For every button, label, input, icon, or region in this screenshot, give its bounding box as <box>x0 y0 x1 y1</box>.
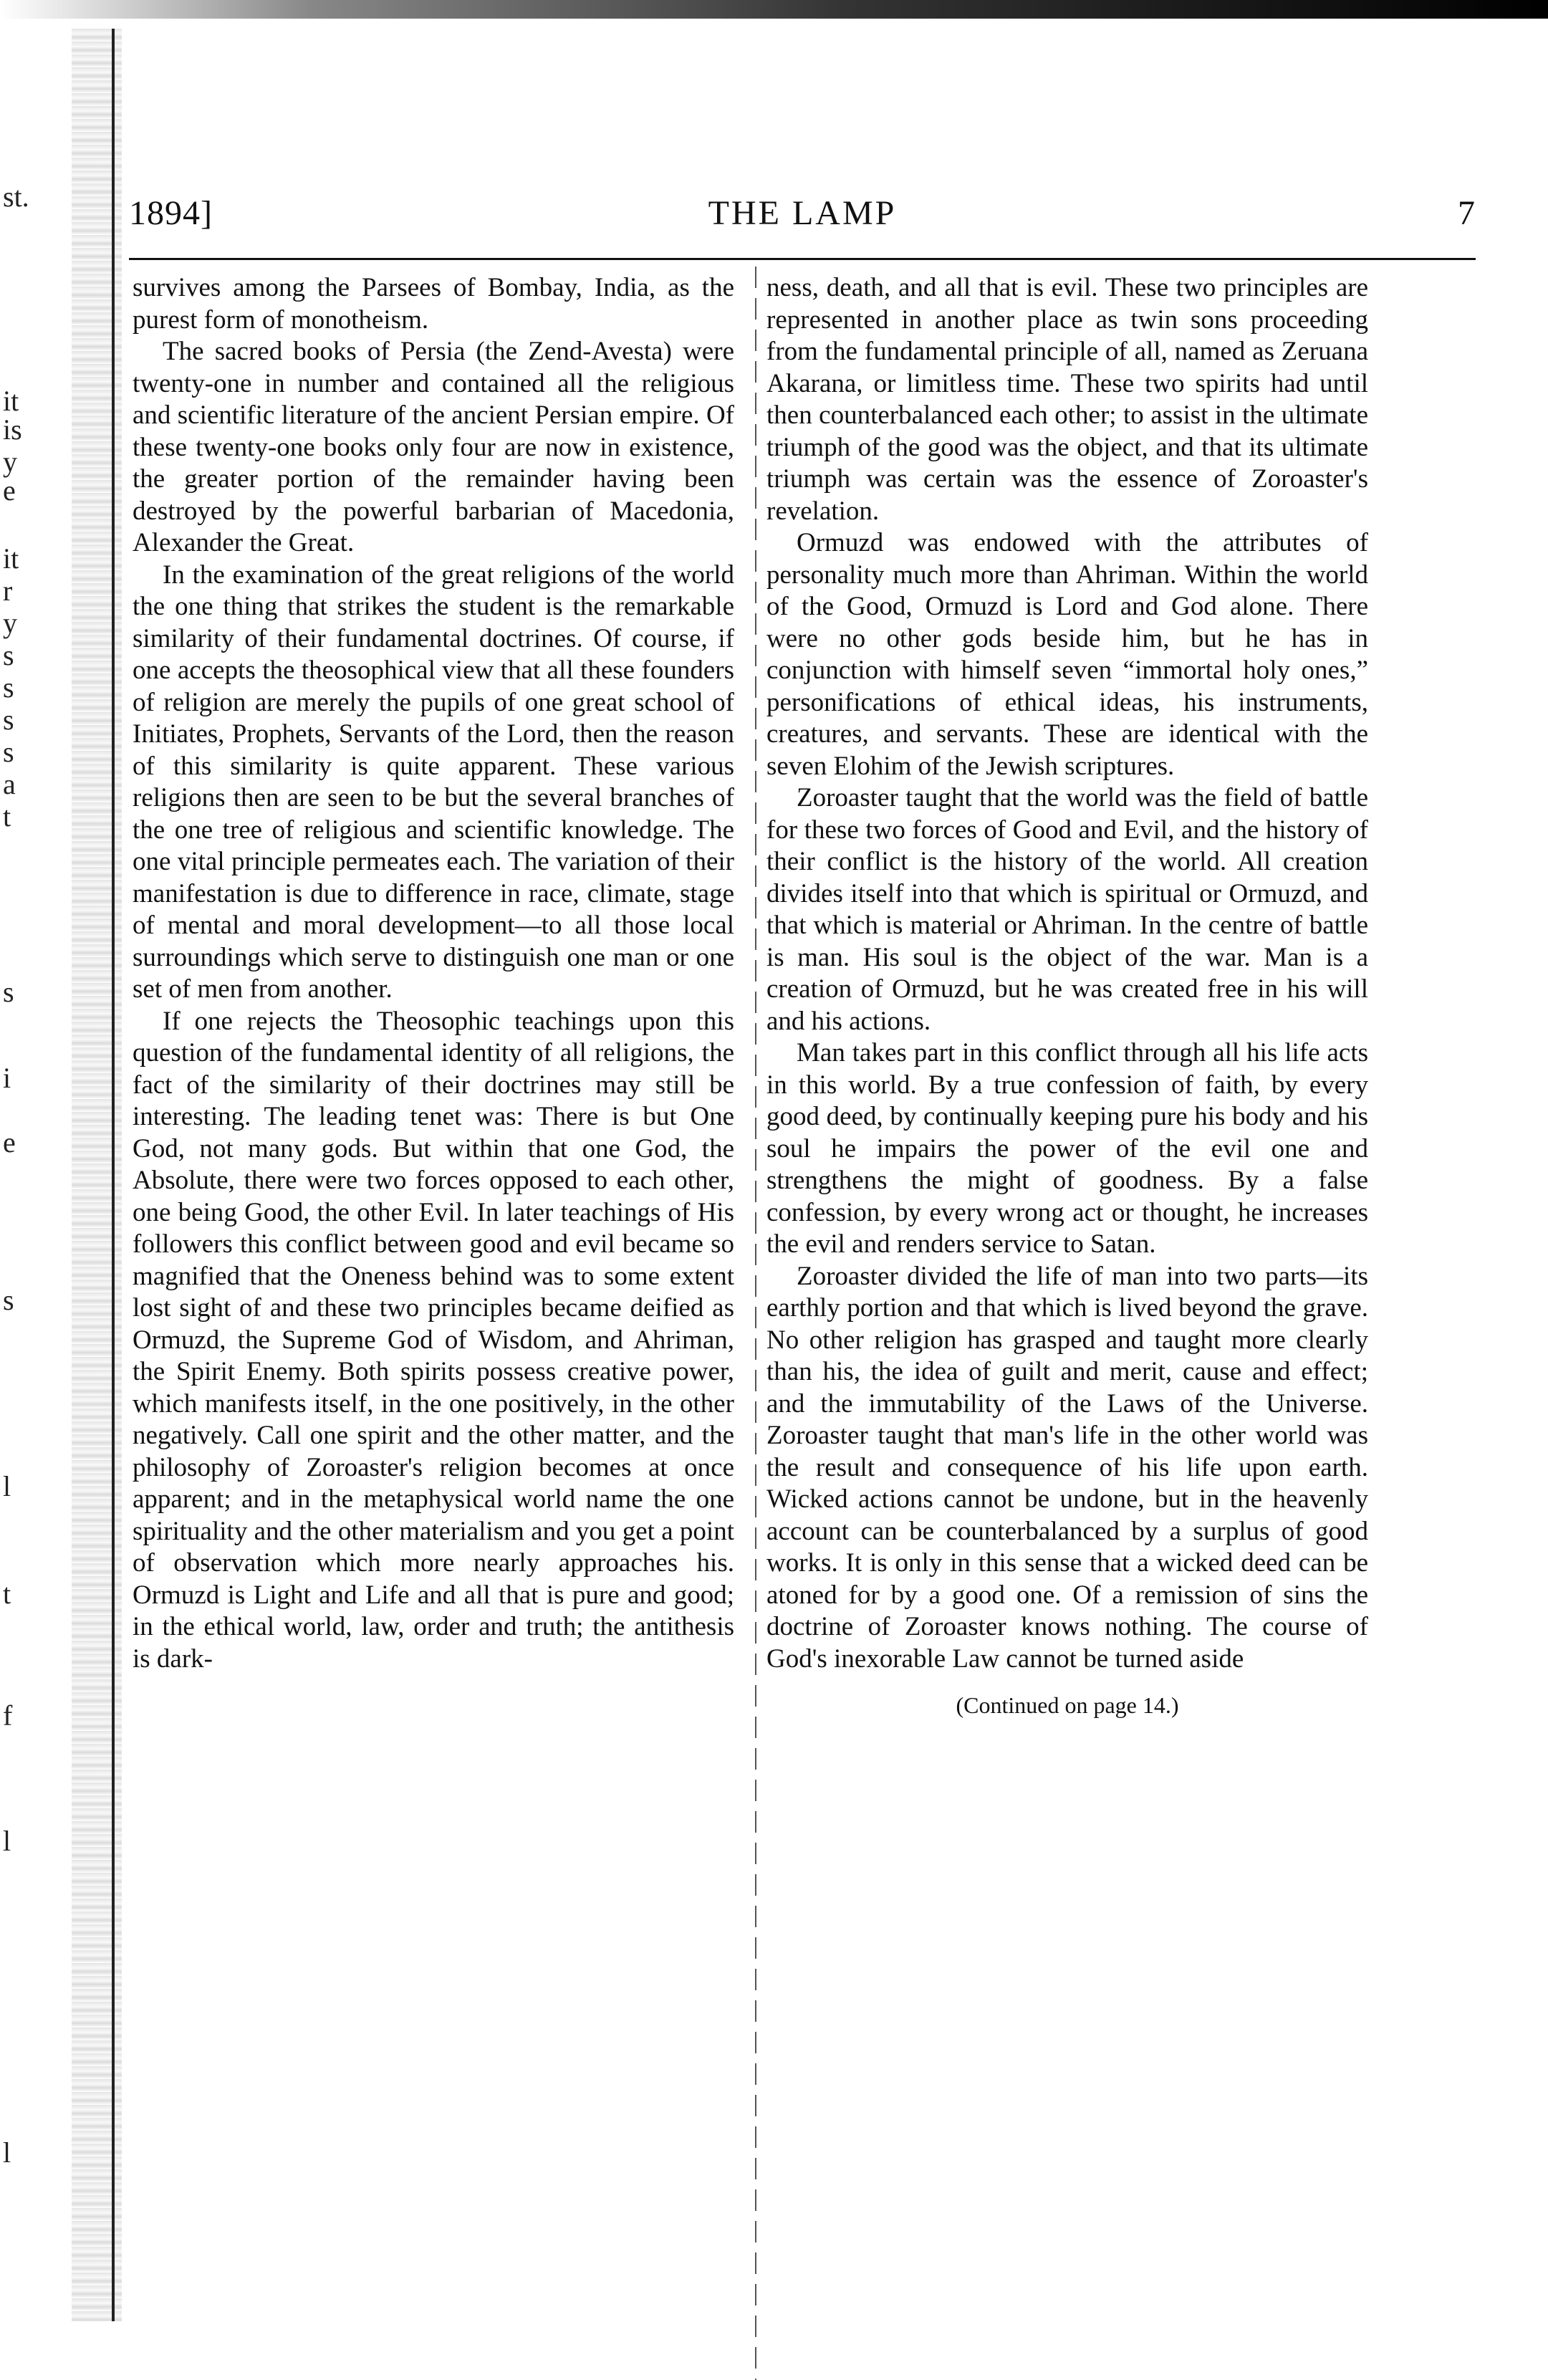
margin-fragment: t <box>3 1578 11 1610</box>
margin-fragment: f <box>3 1699 13 1732</box>
paragraph: The sacred books of Persia (the Zend-Avesta) were twenty-one in number and contained all the religious and scientific literature of the ancient Persian empire. Of these twenty-one books only four are now in existence, the greater portion of the remainder having been destroyed by the powerful barbarian of Macedonia, Alexander the Great. <box>133 337 734 557</box>
header-year: 1894] <box>129 194 213 232</box>
header-rule <box>129 258 1476 260</box>
margin-fragment: is <box>3 413 22 446</box>
left-column <box>133 272 734 1675</box>
paragraph: Man takes part in this conflict through all his life acts in this world. By a true confession of faith, by every good deed, by continually keeping pure his body and his soul he impairs the power of the evil one and strengthens the might of goodness. By a false confession, by every wrong act or thought, he increases the evil and renders service to Satan. <box>766 1038 1368 1259</box>
margin-fragment: s <box>3 1284 14 1316</box>
margin-fragment: s <box>3 976 14 1008</box>
margin-fragment: st. <box>3 181 29 213</box>
margin-fragment: e <box>3 474 16 507</box>
page-number: 7 <box>1458 194 1476 232</box>
paragraph: ness, death, and all that is evil. These two principles are represented in another place as twin sons proceeding from the fundamental principle of all, named as Zeruana Akarana, or limitless time. These two spirits had until then counterbalanced each other; to assist in the ultimate triumph of the good was the object, and that its ultimate triumph was certain was the essence of Zoroaster's revelation. <box>766 273 1368 526</box>
column-divider <box>755 267 756 2380</box>
left-margin-fragments <box>0 183 68 2296</box>
paragraph: In the examination of the great religions of the world the one thing that strikes the student is the remarkable similarity of their fundamental doctrines. Of course, if one accepts the theosophical view that all these founders of religion are merely the pupils of one great school of Initiates, Prophets, Servants of the Lord, then the reason of this similarity is quite apparent. These various religions then are seen to be but the several branches of the one tree of religious and scientific knowledge. The one vital principle permeates each. The variation of their manifestation is due to difference in race, climate, stage of mental and moral development—to all those local surroundings which serve to distinguish one man or one set of men from another. <box>133 560 734 1004</box>
margin-fragment: s <box>3 736 14 768</box>
margin-fragment: a <box>3 768 16 800</box>
margin-fragment: l <box>3 1470 11 1502</box>
top-scan-edge <box>0 0 1548 19</box>
margin-fragment: r <box>3 575 13 607</box>
margin-fragment: s <box>3 704 14 736</box>
publication-title: THE LAMP <box>708 194 897 232</box>
paragraph: If one rejects the Theosophic teachings upon this question of the fundamental identity of all religions, the fact of the similarity of their doctrines may still be interesting. The leading tenet was: There is but One God, not many gods. But within that one God, the Absolute, there were two forces opposed to each other, one being Good, the other Evil. In later teachings of His followers this conflict between good and evil became so magnified that the Oneness behind was to some extent lost sight of and these two principles became deified as Ormuzd, the Supreme God of Wisdom, and Ahriman, the Spirit Enemy. Both spirits possess creative power, which manifests itself, in the one positively, in the other negatively. Call one spirit and the other matter, and the philosophy of Zoroaster's religion becomes at once apparent; and in the metaphysical world name the one spirituality and the other materialism and you get a point of observation which more nearly approaches his. Ormuzd is Light and Life and all that is pure and good; in the ethical world, law, order and truth; the antithesis is dark- <box>133 1006 734 1674</box>
margin-fragment: l <box>3 2136 11 2169</box>
running-header <box>129 193 1476 244</box>
paragraph: Zoroaster taught that the world was the field of battle for these two forces of Good and Evil, and the history of their conflict is the history of the world. All creation divides itself into that which is spiritual or Ormuzd, and that which is material or Ahriman. In the centre of battle is man. His soul is the object of the war. Man is a creation of Ormuzd, but he was created free in his will and his actions. <box>766 783 1368 1036</box>
margin-fragment: s <box>3 639 14 671</box>
margin-fragment: it <box>3 542 19 575</box>
margin-fragment: s <box>3 671 14 704</box>
margin-fragment: l <box>3 1825 11 1857</box>
paragraph: survives among the Parsees of Bombay, India, as the purest form of monotheism. <box>133 273 734 335</box>
right-column <box>766 272 1368 1719</box>
paragraph: Zoroaster divided the life of man into two parts—its earthly portion and that which is lived beyond the grave. No other religion has grasped and taught more clearly than his, the idea of guilt and merit, cause and effect; and the immutability of the Laws of the Universe. Zoroaster taught that man's life in the other world was the result and consequence of his life upon earth. Wicked actions cannot be undone, but in the heavenly account can be counterbalanced by a surplus of good works. It is only in this sense that a wicked deed can be atoned for by a good one. Of a remission of sins the doctrine of Zoroaster knows nothing. The course of God's inexorable Law cannot be turned aside <box>766 1261 1368 1674</box>
fold-line <box>112 29 115 2321</box>
margin-fragment: e <box>3 1126 16 1158</box>
margin-fragment: y <box>3 607 17 639</box>
margin-fragment: t <box>3 800 11 832</box>
margin-fragment: y <box>3 446 17 478</box>
paragraph: Ormuzd was endowed with the attributes of personality much more than Ahriman. Within the world of the Good, Ormuzd is Lord and God alone. There were no other gods beside him, but he has in conjunction with himself seven “immortal holy ones,” personifications of ethical ideas, his instruments, creatures, and servants. These are identical with the seven Elohim of the Jewish scriptures. <box>766 528 1368 781</box>
margin-fragment: i <box>3 1062 11 1094</box>
continued-note: (Continued on page 14.) <box>956 1692 1179 1718</box>
margin-fragment: it <box>3 385 19 417</box>
